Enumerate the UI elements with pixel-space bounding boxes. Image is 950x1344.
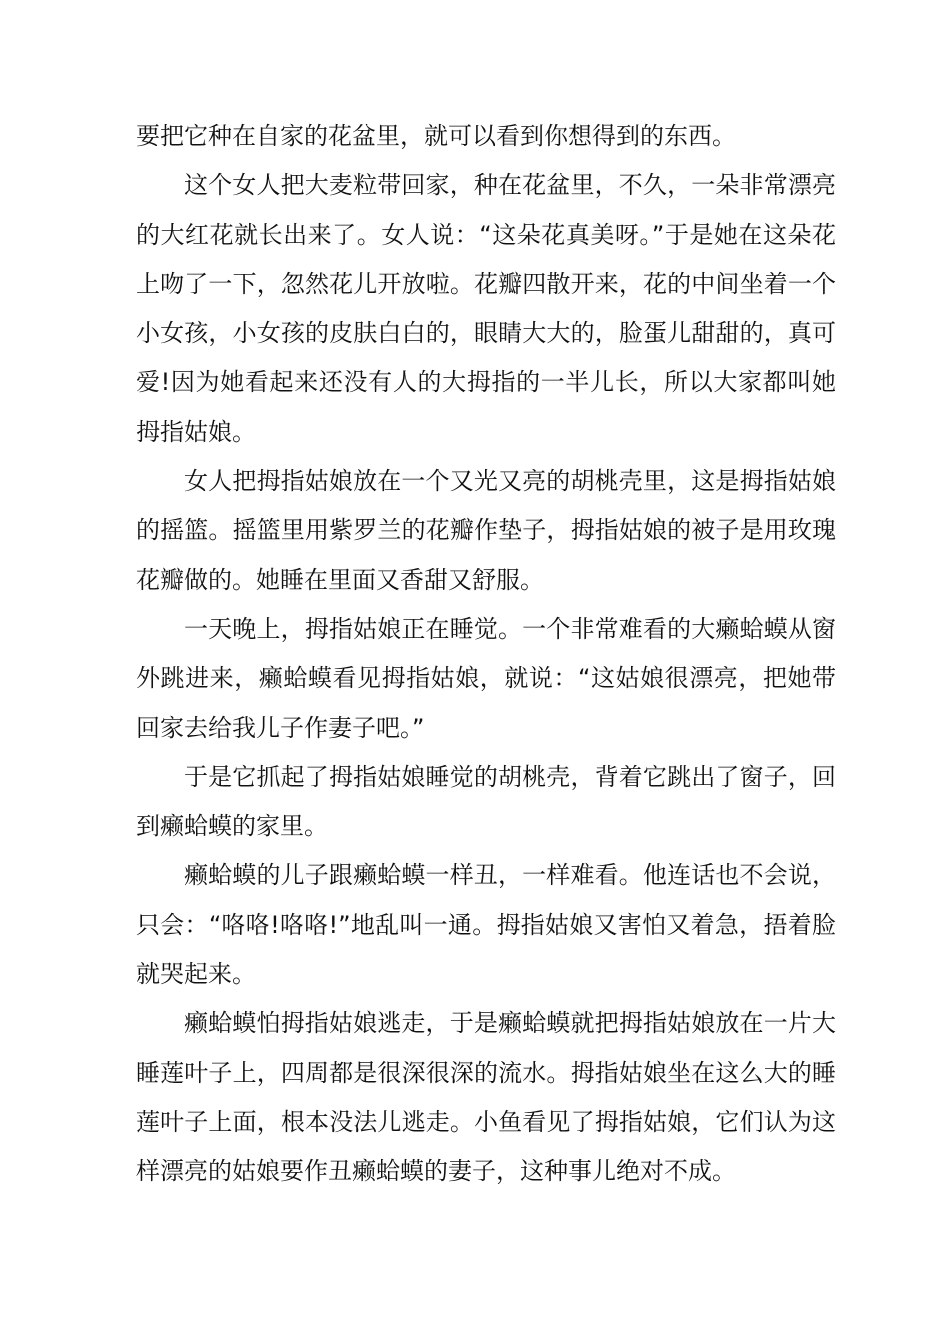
paragraph-2: 这个女人把大麦粒带回家，种在花盆里，不久，一朵非常漂亮的大红花就长出来了。女人说：“这朵花真美呀。”于是她在这朵花上吻了一下，忽然花儿开放啦。花瓣四散开来，花的中间坐着一个小女孩，小女孩的皮肤白白的，眼睛大大的，脸蛋儿甜甜的，真可爱!因为她看起来还没有人的大拇指的一半儿长，所以大家都叫她拇指姑娘。 [136,171,836,446]
paragraph-5: 于是它抓起了拇指姑娘睡觉的胡桃壳，背着它跳出了窗子，回到癞蛤蟆的家里。 [136,762,836,841]
paragraph-6: 癞蛤蟆的儿子跟癞蛤蟆一样丑，一样难看。他连话也不会说，只会：“咯咯!咯咯!”地乱叫一通。拇指姑娘又害怕又着急，捂着脸就哭起来。 [136,861,836,989]
paragraph-1: 要把它种在自家的花盆里，就可以看到你想得到的东西。 [136,122,736,150]
paragraph-3: 女人把拇指姑娘放在一个又光又亮的胡桃壳里，这是拇指姑娘的摇篮。摇篮里用紫罗兰的花瓣作垫子，拇指姑娘的被子是用玫瑰花瓣做的。她睡在里面又香甜又舒服。 [136,467,836,594]
paragraph-4: 一天晚上，拇指姑娘正在睡觉。一个非常难看的大癞蛤蟆从窗外跳进来，癞蛤蟆看见拇指姑娘，就说：“这姑娘很漂亮，把她带回家去给我儿子作妻子吧。” [136,614,836,742]
story-text [136,112,836,1197]
paragraph-7: 癞蛤蟆怕拇指姑娘逃走，于是癞蛤蟆就把拇指姑娘放在一片大睡莲叶子上，四周都是很深很深的流水。拇指姑娘坐在这么大的睡莲叶子上面，根本没法儿逃走。小鱼看见了拇指姑娘，它们认为这样漂亮的姑娘要作丑癞蛤蟆的妻子，这种事儿绝对不成。 [136,1009,836,1186]
